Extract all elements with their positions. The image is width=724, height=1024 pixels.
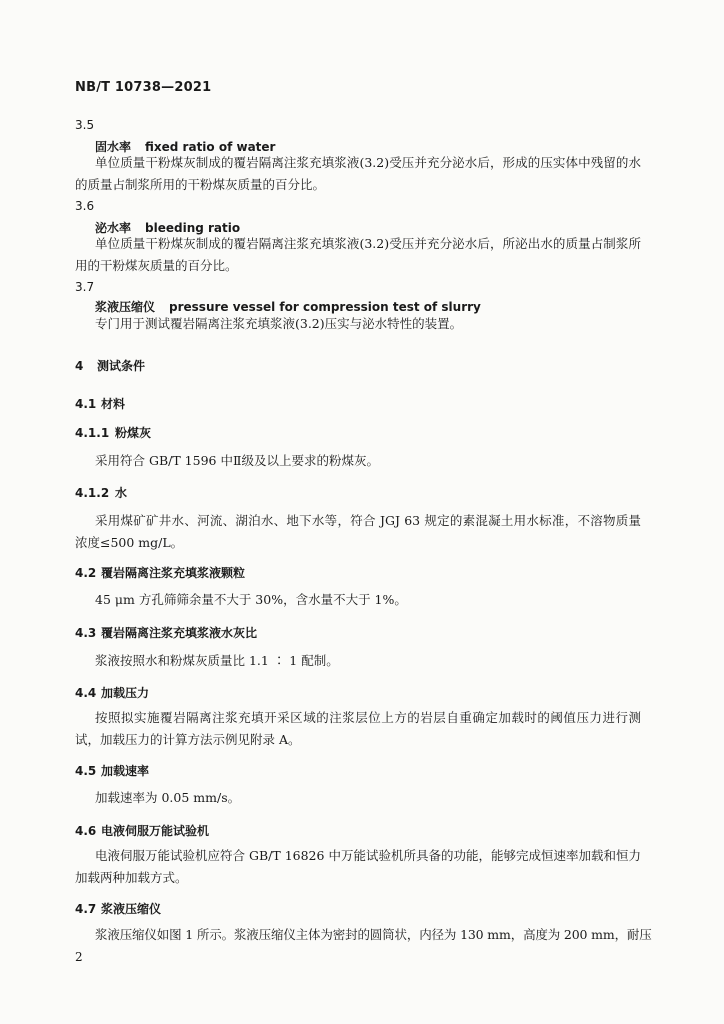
section-number: 4.1 xyxy=(75,397,97,411)
section-number: 4.5 xyxy=(75,764,97,778)
term-title-zh: 泌水率 xyxy=(95,221,132,235)
section-heading xyxy=(75,822,209,839)
section-title: 材料 xyxy=(101,397,126,411)
section-heading xyxy=(75,624,257,641)
section-text: 电液伺服万能试验机应符合 GB/T 16826 中万能试验机所具备的功能，能够完成恒速率加载和恒力加载两种加载方式。 xyxy=(75,848,641,885)
section-number: 4.7 xyxy=(75,902,97,916)
section-text: 采用符合 GB/T 1596 中Ⅱ级及以上要求的粉煤灰。 xyxy=(95,453,379,468)
section-number: 4.6 xyxy=(75,824,97,838)
term-title-en: fixed ratio of water xyxy=(145,140,276,154)
section-heading xyxy=(75,762,149,779)
section-text: 按照拟实施覆岩隔离注浆充填开采区域的注浆层位上方的岩层自重确定加载时的阈值压力进行测试，加载压力的计算方法示例见附录 A。 xyxy=(75,710,641,747)
section-heading xyxy=(75,900,161,917)
section-title: 加载速率 xyxy=(101,764,150,778)
section-title: 浆液压缩仪 xyxy=(101,902,162,916)
term-number: 3.7 xyxy=(75,280,95,294)
section-text: 45 μm 方孔筛筛余量不大于 30%，含水量不大于 1%。 xyxy=(95,592,407,607)
term-title-en: bleeding ratio xyxy=(145,221,241,235)
section-number: 4.4 xyxy=(75,686,97,700)
term-definition: 专门用于测试覆岩隔离注浆充填浆液(3.2)压实与泌水特性的装置。 xyxy=(95,316,463,331)
section-number: 4.1.2 xyxy=(75,486,110,500)
term-number: 3.6 xyxy=(75,199,95,213)
section-heading xyxy=(75,564,245,581)
standard-code-header: NB/T 10738—2021 xyxy=(75,80,212,95)
term-definition: 单位质量干粉煤灰制成的覆岩隔离注浆充填浆液(3.2)受压并充分泌水后，所泌出水的质量占制浆所用的干粉煤灰质量的百分比。 xyxy=(75,236,641,273)
section-text: 采用煤矿矿井水、河流、湖泊水、地下水等，符合 JGJ 63 规定的素混凝土用水标准，不溶物质量浓度≤500 mg/L。 xyxy=(75,513,641,550)
section-number: 4.1.1 xyxy=(75,426,110,440)
section-heading xyxy=(75,484,127,501)
section-title: 水 xyxy=(115,486,128,500)
term-title-en: pressure vessel for compression test of slurry xyxy=(169,300,481,314)
section-title: 电液伺服万能试验机 xyxy=(101,824,210,838)
section-text: 浆液压缩仪如图 1 所示。浆液压缩仪主体为密封的圆筒状，内径为 130 mm，高度为 200 mm，耐压 xyxy=(95,927,652,942)
section-title: 覆岩隔离注浆充填浆液水灰比 xyxy=(101,626,258,640)
section-title: 粉煤灰 xyxy=(115,426,152,440)
section-title: 覆岩隔离注浆充填浆液颗粒 xyxy=(101,566,246,580)
section-title: 测试条件 xyxy=(97,359,146,373)
section-text: 浆液按照水和粉煤灰质量比 1.1 ∶ 1 配制。 xyxy=(95,653,339,668)
term-definition: 单位质量干粉煤灰制成的覆岩隔离注浆充填浆液(3.2)受压并充分泌水后，形成的压实体中残留的水的质量占制浆所用的干粉煤灰质量的百分比。 xyxy=(75,155,641,192)
section-heading xyxy=(75,424,151,441)
section-heading xyxy=(75,684,149,701)
section-title: 加载压力 xyxy=(101,686,150,700)
term-title-zh: 浆液压缩仪 xyxy=(95,300,156,314)
section-number: 4 xyxy=(75,359,84,373)
page-number: 2 xyxy=(75,950,83,964)
section-heading xyxy=(75,395,125,412)
section-heading xyxy=(75,357,145,374)
section-number: 4.3 xyxy=(75,626,97,640)
term-title-zh: 固水率 xyxy=(95,140,132,154)
section-number: 4.2 xyxy=(75,566,97,580)
section-text: 加载速率为 0.05 mm/s。 xyxy=(95,790,241,805)
term-number: 3.5 xyxy=(75,118,95,132)
